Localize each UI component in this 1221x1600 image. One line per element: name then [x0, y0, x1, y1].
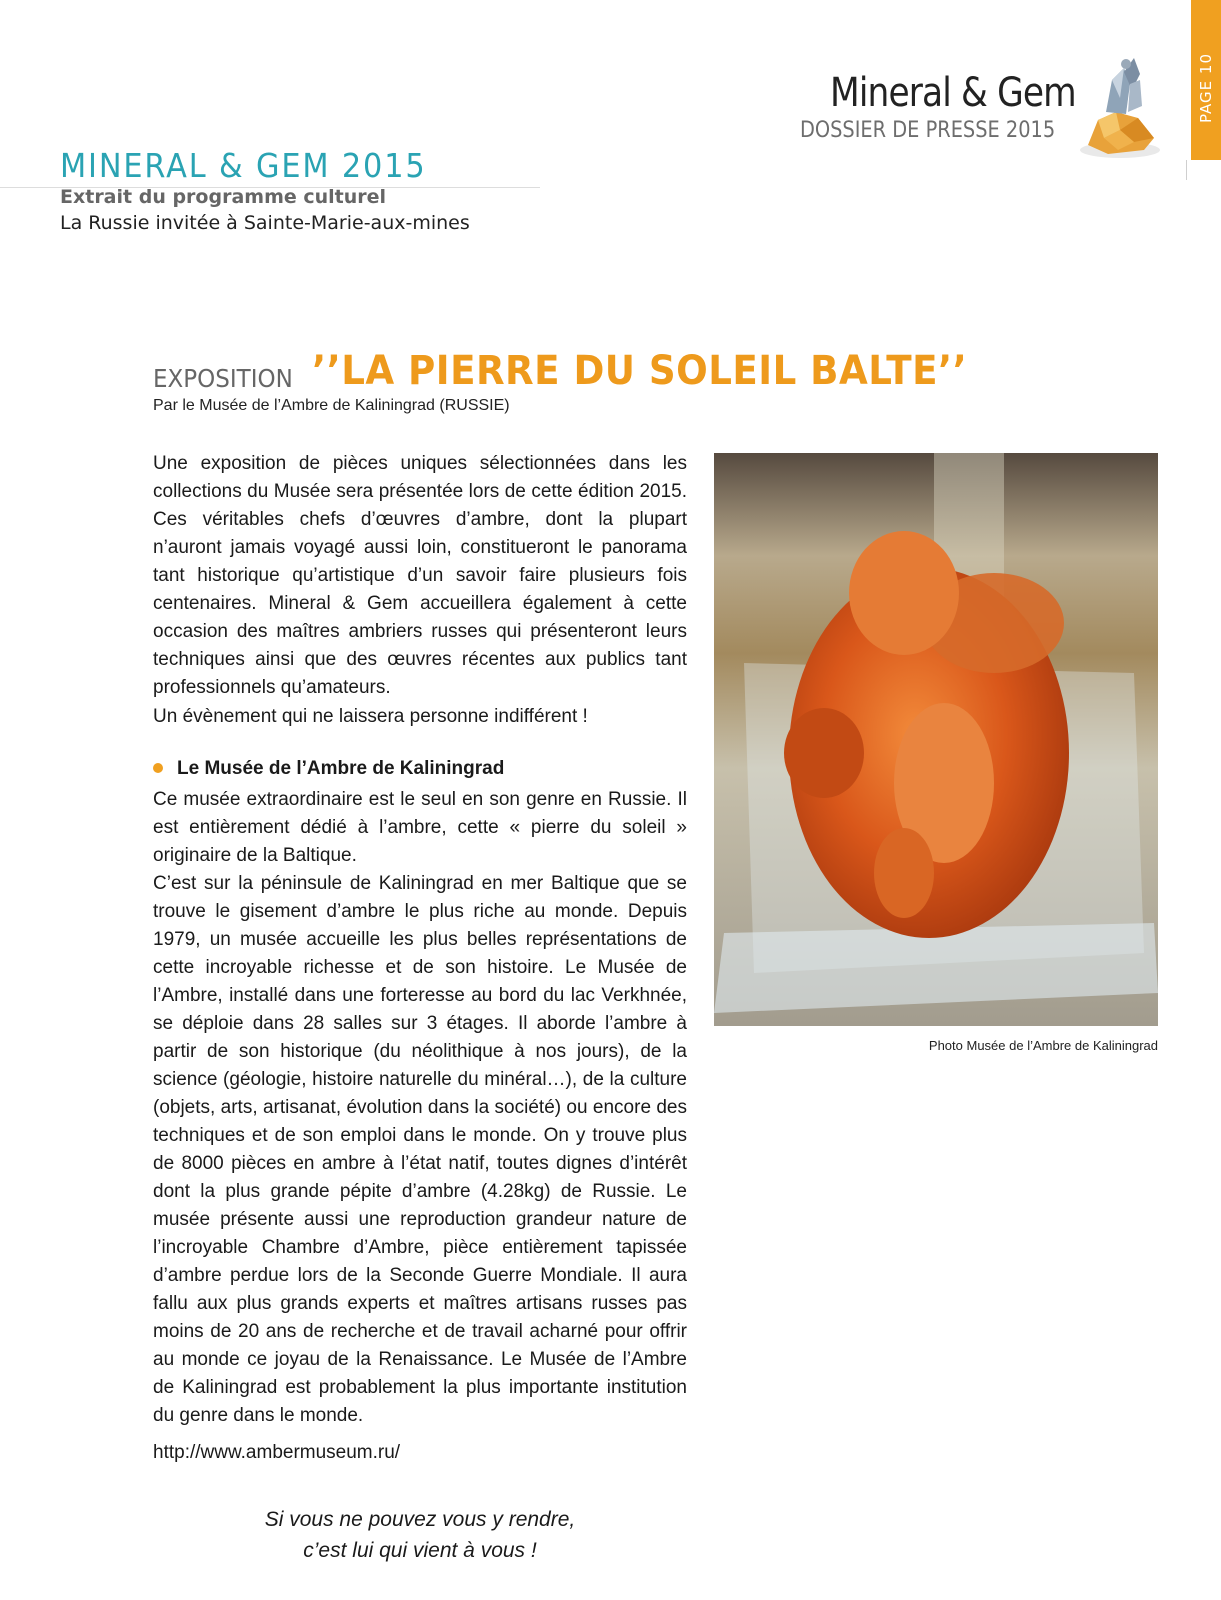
museum-text — [153, 786, 687, 1430]
page-number: PAGE 10 — [1197, 52, 1215, 124]
intro-paragraph: Une exposition de pièces uniques sélectionnées dans les collections du Musée sera présentée lors de cette édition 2015. Ces véritables chefs d’œuvres d’ambre, dont la plupart n’auront jamais voyagé aussi loin, constitueront le panorama tant historique qu’artistique d’un savoir faire plusieurs fois centenaires. Mineral & Gem accueillera également à cette occasion des maîtres ambriers russes qui présenteront leurs techniques ainsi que des œuvres récentes aux publics tant professionnels qu’amateurs. — [153, 453, 687, 698]
exposition-organizer: Par le Musée de l’Ambre de Kaliningrad (RUSSIE) — [153, 397, 510, 414]
quote-line-2: c’est lui qui vient à vous ! — [303, 1539, 537, 1562]
museum-paragraph-1: Ce musée extraordinaire est le seul en son genre en Russie. Il est entièrement dédié à l’ambre, cette « pierre du soleil » originaire de la Baltique. — [153, 789, 687, 866]
photo-caption: Photo Musée de l’Ambre de Kaliningrad — [928, 1038, 1158, 1053]
guest-country-subtitle: La Russie invitée à Sainte-Marie-aux-mines — [60, 212, 470, 234]
museum-paragraph-2: C’est sur la péninsule de Kaliningrad en mer Baltique que se trouve le gisement d’ambre le plus riche au monde. Depuis 1979, un musée accueille les plus belles représentations de cette incroyable richesse et de son histoire. Le Musée de l’Ambre, installé dans une forteresse au bord du lac Verkhnée, se déploie dans 28 salles sur 3 étages. Il aborde l’ambre à partir de son historique (du néolithique à nos jours), de la science (géologie, histoire naturelle du minéral…), de la culture (objets, arts, artisanat, évolution dans la société) ou encore des techniques et de son emploi dans le monde. On y trouve plus de 8000 pièces en ambre à l’état natif, toutes dignes d’intérêt dont la plus grande pépite d’ambre (4.28kg) de Russie. Le musée présente aussi une reproduction grandeur nature de l’incroyable Chambre d’Ambre, pièce entièrement tapissée d’ambre perdue lors de la Seconde Guerre Mondiale. Il aura fallu aux plus grands experts et maîtres artisans russes pas moins de 20 ans de recherche et de travail acharné pour offrir au monde ce joyau de la Renaissance. Le Musée de l’Ambre de Kaliningrad est probablement la plus importante institution du genre dans le monde. — [153, 873, 687, 1426]
closing-quote — [200, 1504, 640, 1566]
document-title: MINERAL & GEM 2015 — [60, 146, 427, 185]
divider — [1186, 160, 1187, 180]
quote-line-1: Si vous ne pouvez vous y rendre, — [264, 1508, 576, 1531]
brand-logo — [800, 50, 1180, 170]
logo-subtitle: DOSSIER DE PRESSE 2015 — [800, 118, 1056, 143]
amber-sculpture-image — [714, 453, 1158, 1026]
section-heading — [153, 758, 504, 780]
amber-cherub-photo — [714, 453, 1158, 1026]
museum-link[interactable]: http://www.ambermuseum.ru/ — [153, 1442, 401, 1463]
section-heading-text: Le Musée de l’Ambre de Kaliningrad — [177, 758, 505, 779]
mineral-specimen-icon — [1068, 50, 1168, 165]
exposition-title: ’’LA PIERRE DU SOLEIL BALTE’’ — [312, 348, 968, 394]
exposition-label: EXPOSITION — [153, 364, 293, 393]
program-subtitle: Extrait du programme culturel — [60, 186, 387, 208]
intro-closing: Un évènement qui ne laissera personne indifférent ! — [153, 706, 588, 727]
logo-title: Mineral & Gem — [830, 70, 1076, 116]
page-number-tab — [1191, 0, 1221, 160]
